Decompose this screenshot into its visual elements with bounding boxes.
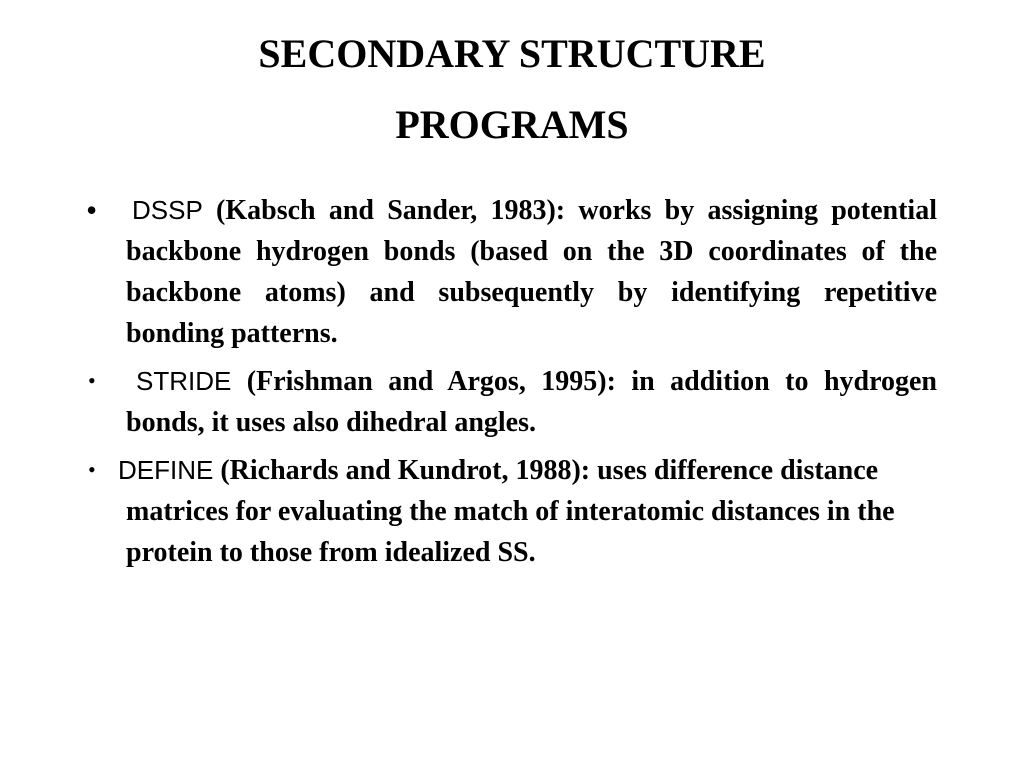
program-name-define: DEFINE — [118, 455, 214, 485]
bullet-text-dssp: (Kabsch and Sander, 1983): works by assigning potential backbone hydrogen bonds (based on the 3D coordinates of the backbone atoms) and subsequently by identifying repetitive bonding patterns. — [126, 195, 937, 349]
program-name-stride: STRIDE — [136, 366, 232, 396]
bullet-text-define: (Richards and Kundrot, 1988): uses difference distance matrices for evaluating the match of interatomic distances in the protein to those from idealized SS. — [126, 455, 895, 568]
bullet-list — [86, 190, 937, 573]
slide-title-line-1: SECONDARY STRUCTURE — [258, 31, 766, 76]
bullet-icon: • — [88, 368, 96, 393]
bullet-icon: • — [88, 457, 96, 482]
program-name-dssp: DSSP — [132, 195, 203, 225]
bullet-text-stride: (Frishman and Argos, 1995): in addition to hydrogen bonds, it uses also dihedral angles. — [126, 366, 938, 438]
bullet-item-dssp — [86, 190, 937, 354]
bullet-icon: • — [86, 192, 98, 228]
bullet-item-define — [86, 450, 937, 573]
bullet-item-stride — [86, 361, 937, 443]
slide-title-line-2: PROGRAMS — [395, 102, 629, 147]
